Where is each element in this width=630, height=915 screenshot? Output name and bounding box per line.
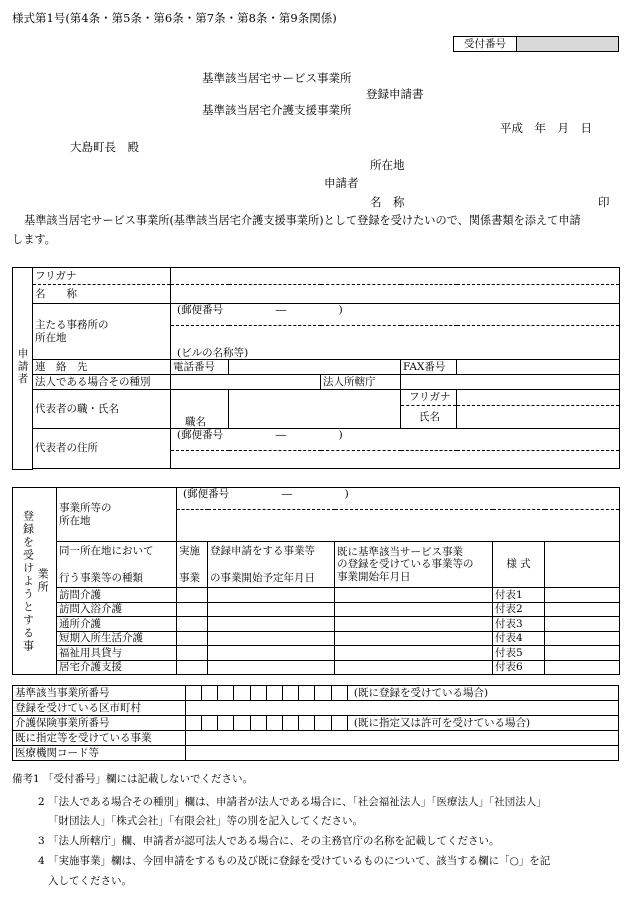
table-row [13,631,620,646]
start-date-cell[interactable] [335,660,493,675]
intro-line1: 基準該当居宅サービス事業所(基準該当居宅介護支援事業所)として登録を受けたいので、関係書類を添えて申請 [24,214,581,227]
main-office-postal[interactable]: (郵便番号 ― ) [171,304,620,326]
note-3: 3 「法人所轄庁」欄、申請者が認可法人である場合に、その主務官庁の名称を記載してください。 [38,835,500,847]
main-office-label: 主たる事務所の 所在地 [33,304,171,360]
service-name: 短期入所生活介護 [57,631,177,646]
plan-date-cell[interactable] [208,660,335,675]
facility-number-label: 基準該当事業所番号 [13,686,186,701]
form-cell: 付表1 [493,588,545,603]
care-number-label: 介護保険事業所番号 [13,716,186,731]
rep-address-field[interactable] [171,451,620,469]
person-name-label: 氏名 [401,406,457,429]
plan-date-cell[interactable] [208,588,335,603]
furigana-label: フリガナ [33,268,171,285]
start-date-cell[interactable] [335,588,493,603]
intro-line2: します。 [12,233,56,246]
col-type-header: 同一所在地において 行う事業等の種類 [57,542,177,588]
col-start-date-header: 既に基準該当サービス事業 の登録を受けている事業等の 事業開始年月日 [335,542,493,588]
impl-cell[interactable] [177,646,208,661]
fax-label: FAX番号 [401,360,457,375]
service-name: 福祉用具貸与 [57,646,177,661]
office-table [12,487,620,675]
medical-code-field[interactable] [185,746,618,761]
impl-cell[interactable] [177,631,208,646]
name-label: 名 称 [370,195,405,209]
note-2a: 2 「法人である場合その種別」欄は、申請者が法人である場合に、「社会福祉法人」「医療法人」「社団法人」 [38,796,547,808]
addressee: 大島町長 殿 [70,140,139,154]
office-postal[interactable]: (郵便番号 ― ) [177,488,620,510]
service-name: 訪問入浴介護 [57,602,177,617]
office-side-label: 登録を受けようとする事 業所 [13,488,57,675]
form-cell: 付表5 [493,646,545,661]
applicant-label: 申請者 [324,176,359,190]
phone-label: 電話番号 [171,360,229,375]
applicant-table [12,267,620,470]
note-4a: 4 「実施事業」欄は、今回申請をするもの及び既に登録を受けているものについて、該当する欄に「○」を記 [38,855,551,867]
title-field[interactable] [229,390,401,429]
phone-field[interactable] [229,360,401,375]
start-date-cell[interactable] [335,617,493,632]
corp-type-field[interactable] [171,375,321,390]
note-1: 備考1 「受付番号」欄には記載しないでください。 [12,773,254,785]
title-line2: 登録申請書 [366,87,424,101]
date-line: 平成 年 月 日 [500,121,592,135]
table-row [13,602,620,617]
municipality-label: 登録を受けている区市町村 [13,701,186,716]
name-row-label: 名 称 [33,285,171,304]
title-line1: 基準該当居宅サービス事業所 [202,71,352,85]
form-cell: 付表6 [493,660,545,675]
table-row [13,660,620,675]
form-cell: 付表2 [493,602,545,617]
col-impl-header: 実施 事業 [177,542,208,588]
impl-cell[interactable] [177,660,208,675]
fax-field[interactable] [457,360,620,375]
receipt-number-field[interactable] [517,37,619,52]
designated-business-field[interactable] [185,731,618,746]
receipt-label: 受付番号 [454,37,517,52]
furigana2-label: フリガナ [401,390,457,406]
start-date-cell[interactable] [335,646,493,661]
note-2b: 「財団法人」「株式会社」「有限会社」等の別を記入してください。 [48,815,363,827]
form-id: 様式第1号(第4条・第5条・第6条・第7条・第8条・第9条関係) [12,11,337,25]
plan-date-cell[interactable] [208,617,335,632]
main-office-building[interactable]: (ビルの名称等) [171,326,620,360]
impl-cell[interactable] [177,617,208,632]
designated-business-label: 既に指定等を受けている事業 [13,731,186,746]
facility-number-note: (既に登録を受けている場合) [347,686,618,701]
start-date-cell[interactable] [335,631,493,646]
furigana-field[interactable] [171,268,620,285]
name-field[interactable] [171,285,620,304]
service-name: 居宅介護支援 [57,660,177,675]
medical-code-label: 医療機関コード等 [13,746,186,761]
col-form-header: 様 式 [493,542,545,588]
applicant-side-label: 申請者 [13,268,33,470]
plan-date-cell[interactable] [208,631,335,646]
impl-cell[interactable] [177,602,208,617]
form-cell: 付表4 [493,631,545,646]
office-loc-field[interactable] [177,510,620,542]
impl-cell[interactable] [177,588,208,603]
form-cell: 付表3 [493,617,545,632]
title-label: 職名 [171,390,229,429]
table-row [13,617,620,632]
start-date-cell[interactable] [335,602,493,617]
rep-name-label: 代表者の職・氏名 [33,390,171,429]
table-row [13,588,620,603]
table-row [13,646,620,661]
service-name: 訪問介護 [57,588,177,603]
office-loc-label: 事業所等の 所在地 [57,488,177,542]
person-name-field[interactable] [457,406,620,429]
care-number-note: (既に指定又は許可を受けている場合) [347,716,618,731]
title-line3: 基準該当居宅介護支援事業所 [202,103,352,117]
corp-office-field[interactable] [401,375,620,390]
contact-label: 連 絡 先 [33,360,171,375]
rep-furigana-field[interactable] [457,390,620,406]
seal-label: 印 [598,195,610,209]
municipality-field[interactable] [185,701,618,716]
note-4b: 入してください。 [48,875,132,887]
rep-address-postal[interactable]: (郵便番号 ― ) [171,429,620,451]
corp-office-label: 法人所轄庁 [321,375,401,390]
plan-date-cell[interactable] [208,602,335,617]
plan-date-cell[interactable] [208,646,335,661]
receipt-box [453,36,619,52]
corp-type-label: 法人である場合その種別 [33,375,171,390]
col-plan-date-header: 登録申請をする事業等 の事業開始予定年月日 [208,542,335,588]
bottom-table [12,685,619,761]
location-label: 所在地 [370,158,405,172]
service-name: 通所介護 [57,617,177,632]
rep-address-label: 代表者の住所 [33,429,171,469]
